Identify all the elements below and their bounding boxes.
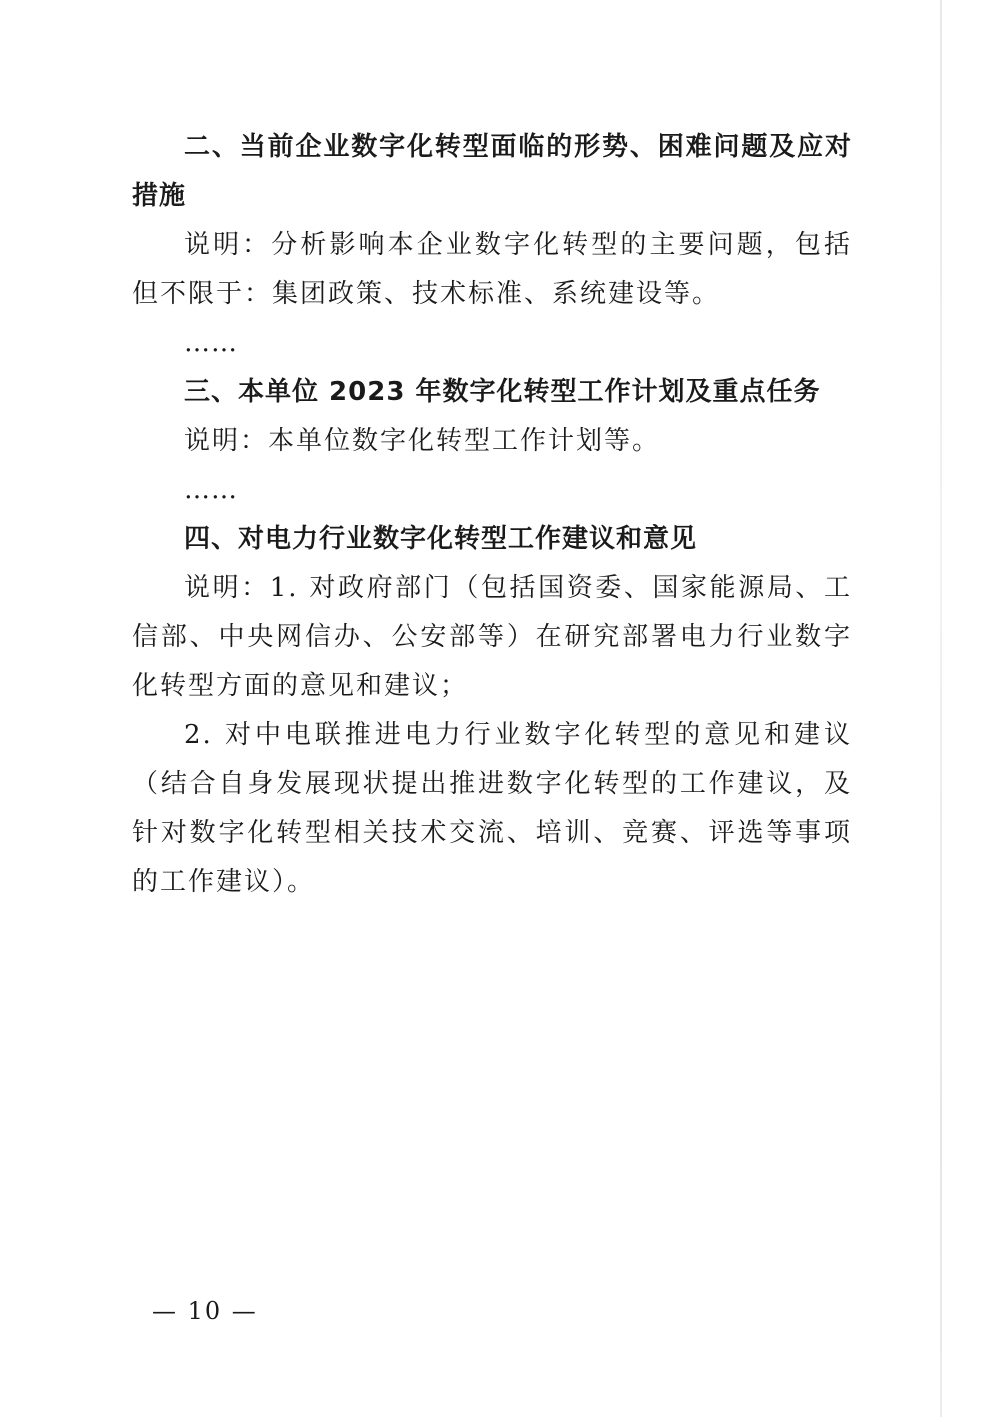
section-4-note-2: 2. 对中电联推进电力行业数字化转型的意见和建议（结合自身发展现状提出推进数字化转型的工作建议，及针对数字化转型相关技术交流、培训、竞赛、评选等事项的工作建议）。	[132, 720, 852, 897]
section-2-heading: 二、当前企业数字化转型面临的形势、困难问题及应对措施	[132, 132, 852, 211]
section-3-heading: 三、本单位 2023 年数字化转型工作计划及重点任务	[184, 377, 821, 407]
document-body	[132, 120, 852, 907]
section-4-heading: 四、对电力行业数字化转型工作建议和意见	[184, 524, 698, 554]
section-2-ellipsis: ……	[184, 328, 238, 358]
page-edge-shadow	[940, 0, 942, 1417]
section-4-note-1: 说明：1. 对政府部门（包括国资委、国家能源局、工信部、中央网信办、公安部等）在研究部署电力行业数字化转型方面的意见和建议；	[132, 573, 852, 701]
section-3-note: 说明：本单位数字化转型工作计划等。	[184, 426, 661, 456]
section-2-note: 说明：分析影响本企业数字化转型的主要问题，包括但不限于：集团政策、技术标准、系统建设等。	[132, 230, 852, 309]
page-number: — 10 —	[152, 1297, 258, 1325]
section-3-ellipsis: ……	[184, 475, 238, 505]
